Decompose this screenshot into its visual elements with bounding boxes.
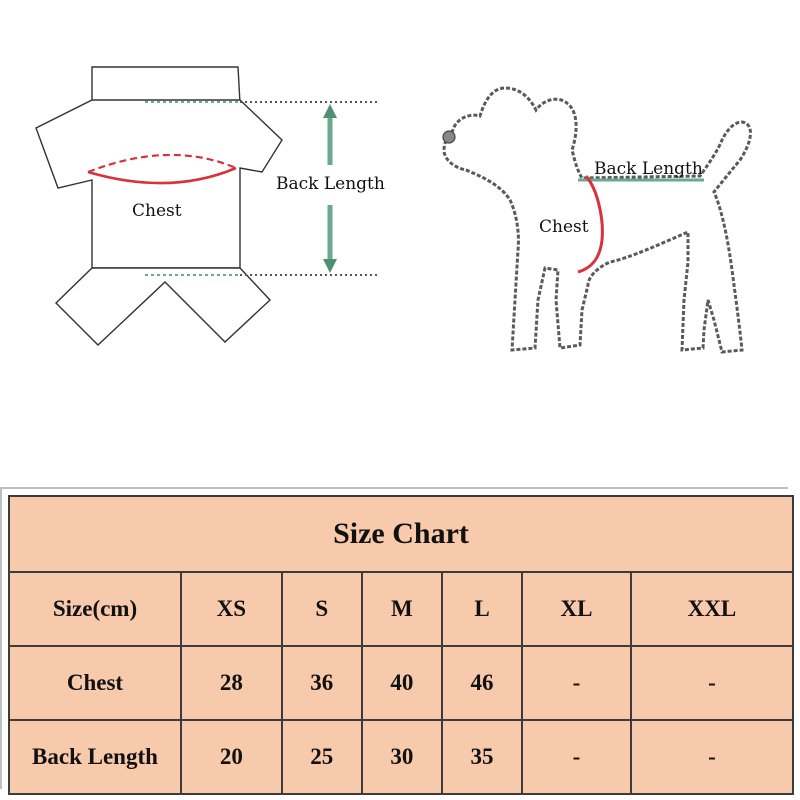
chest-cell-xxl: -: [631, 646, 793, 720]
header-cell-xs: XS: [181, 572, 282, 646]
dog-chest-label: Chest: [539, 217, 589, 237]
chest-cell-s: 36: [282, 646, 362, 720]
back-length-cell-m: 30: [362, 720, 442, 794]
back-length-cell-s: 25: [282, 720, 362, 794]
header-cell-xxl: XXL: [631, 572, 793, 646]
header-cell-l: L: [442, 572, 522, 646]
size-header-row: [9, 572, 793, 646]
dog-back-length-label: Back Length: [594, 159, 703, 179]
garment-back-length-label: Back Length: [276, 174, 385, 194]
chest-cell-m: 40: [362, 646, 442, 720]
garment-diagram: [36, 67, 385, 345]
size-chart-title: Size Chart: [9, 496, 793, 572]
back-length-cell-l: 35: [442, 720, 522, 794]
header-cell-m: M: [362, 572, 442, 646]
row-label-back-length: Back Length: [9, 720, 181, 794]
back-length-cell-xl: -: [522, 720, 631, 794]
row-label-chest: Chest: [9, 646, 181, 720]
header-cell-s: S: [282, 572, 362, 646]
chest-cell-xs: 28: [181, 646, 282, 720]
back-length-row: [9, 720, 793, 794]
dog-diagram: [443, 88, 750, 352]
back-length-cell-xxl: -: [631, 720, 793, 794]
chest-row: [9, 646, 793, 720]
header-cell-xl: XL: [522, 572, 631, 646]
dog-outline: [444, 88, 750, 352]
chest-cell-l: 46: [442, 646, 522, 720]
dog-nose: [443, 131, 455, 143]
chest-cell-xl: -: [522, 646, 631, 720]
header-cell-size: Size(cm): [9, 572, 181, 646]
back-length-cell-xs: 20: [181, 720, 282, 794]
garment-chest-label: Chest: [132, 201, 182, 221]
size-chart-table: [8, 495, 794, 795]
